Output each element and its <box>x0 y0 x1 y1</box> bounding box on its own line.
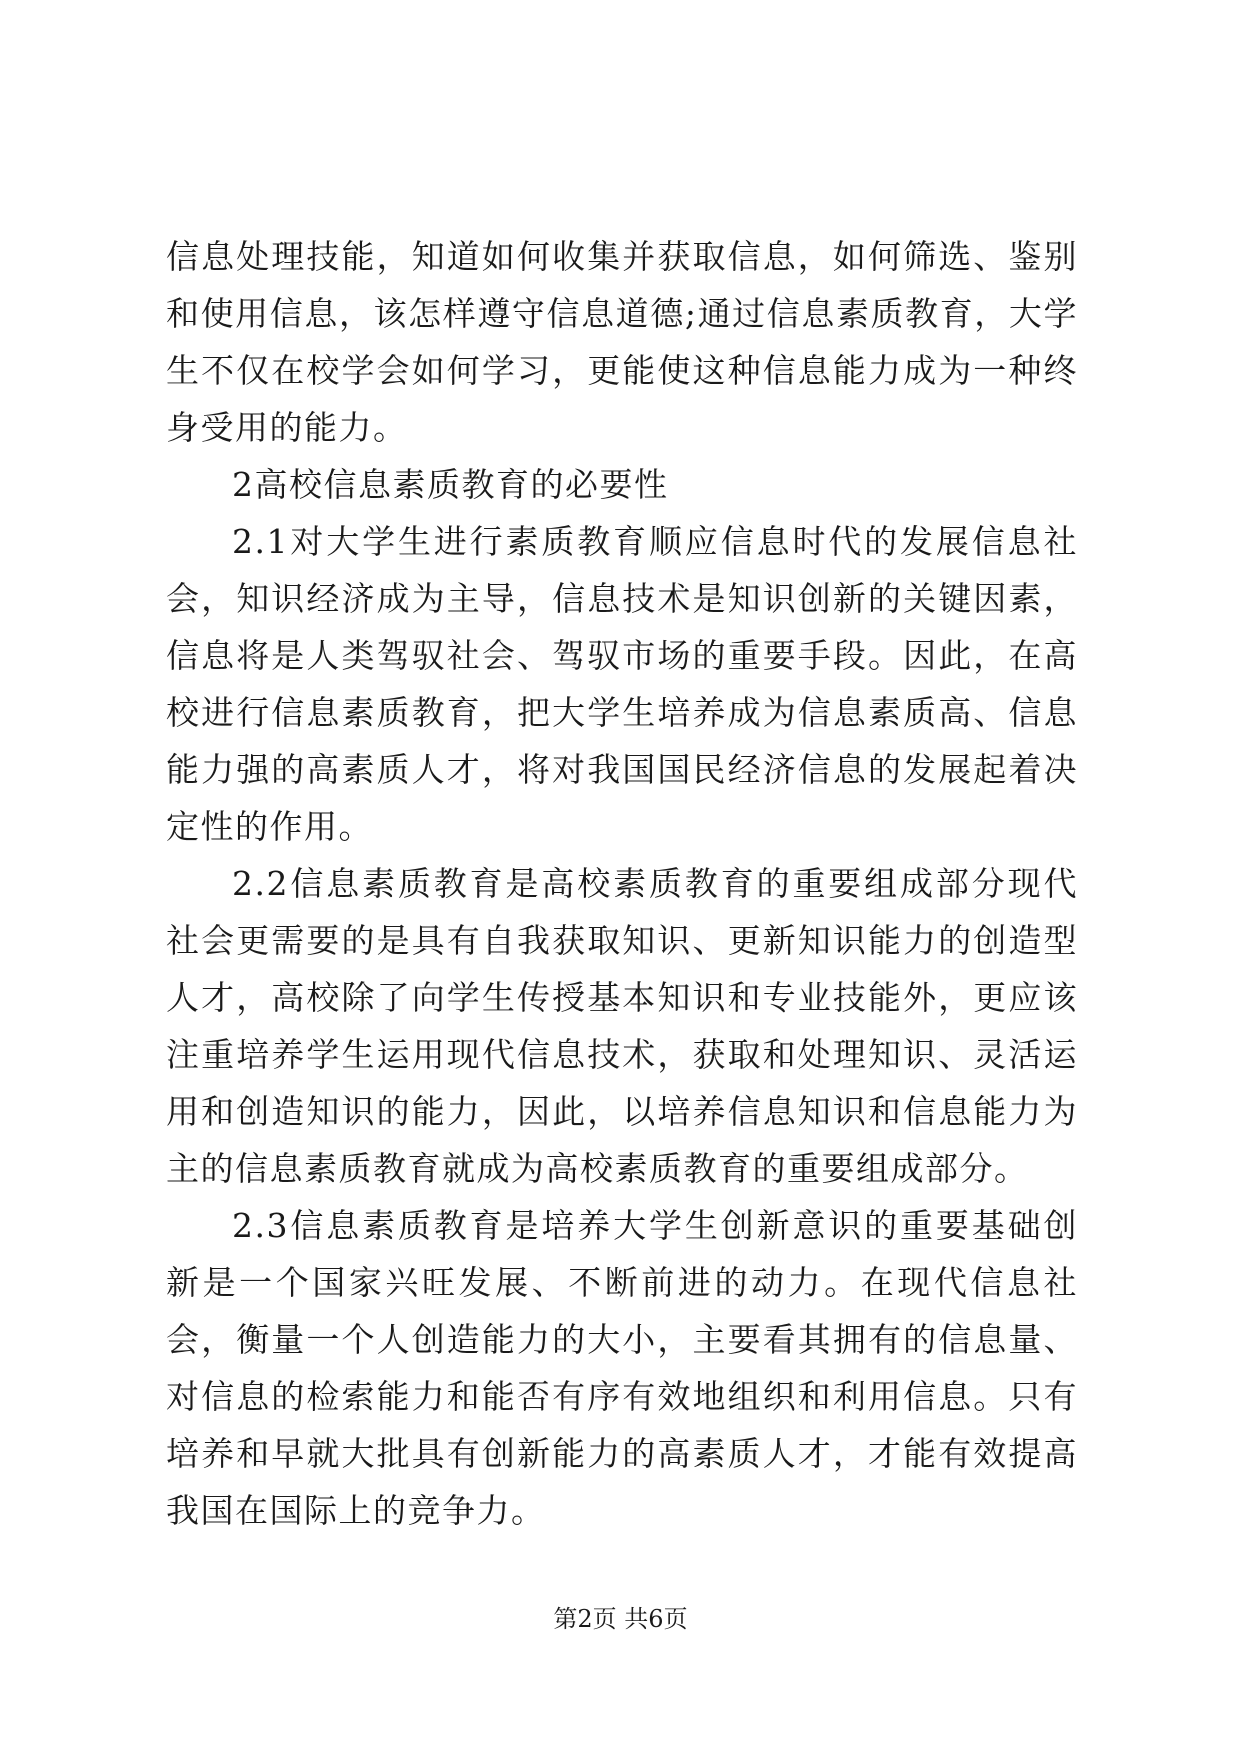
section-heading: 2高校信息素质教育的必要性 <box>232 465 669 504</box>
paragraph-2-2: 2.2信息素质教育是高校素质教育的重要组成部分现代社会更需要的是具有自我获取知识、更新知识能力的创造型人才，高校除了向学生传授基本知识和专业技能外，更应该注重培养学生运用现代信息技术，获取和处理知识、灵活运用和创造知识的能力，因此，以培养信息知识和信息能力为主的信息素质教育就成为高校素质教育的重要组成部分。 <box>166 864 1078 1188</box>
paragraph-2-3: 2.3信息素质教育是培养大学生创新意识的重要基础创新是一个国家兴旺发展、不断前进的动力。在现代信息社会，衡量一个人创造能力的大小，主要看其拥有的信息量、对信息的检索能力和能否有序有效地组织和利用信息。只有培养和早就大批具有创新能力的高素质人才，才能有效提高我国在国际上的竞争力。 <box>166 1206 1078 1530</box>
document-body <box>166 228 1078 1539</box>
paragraph-2-1: 2.1对大学生进行素质教育顺应信息时代的发展信息社会，知识经济成为主导，信息技术是知识创新的关键因素，信息将是人类驾驭社会、驾驭市场的重要手段。因此，在高校进行信息素质教育，把大学生培养成为信息素质高、信息能力强的高素质人才，将对我国国民经济信息的发展起着决定性的作用。 <box>166 522 1078 846</box>
paragraph-continued: 信息处理技能，知道如何收集并获取信息，如何筛选、鉴别和使用信息，该怎样遵守信息道德;通过信息素质教育，大学生不仅在校学会如何学习，更能使这种信息能力成为一种终身受用的能力。 <box>166 237 1078 447</box>
page-number-footer: 第2页 共6页 <box>553 1605 688 1633</box>
